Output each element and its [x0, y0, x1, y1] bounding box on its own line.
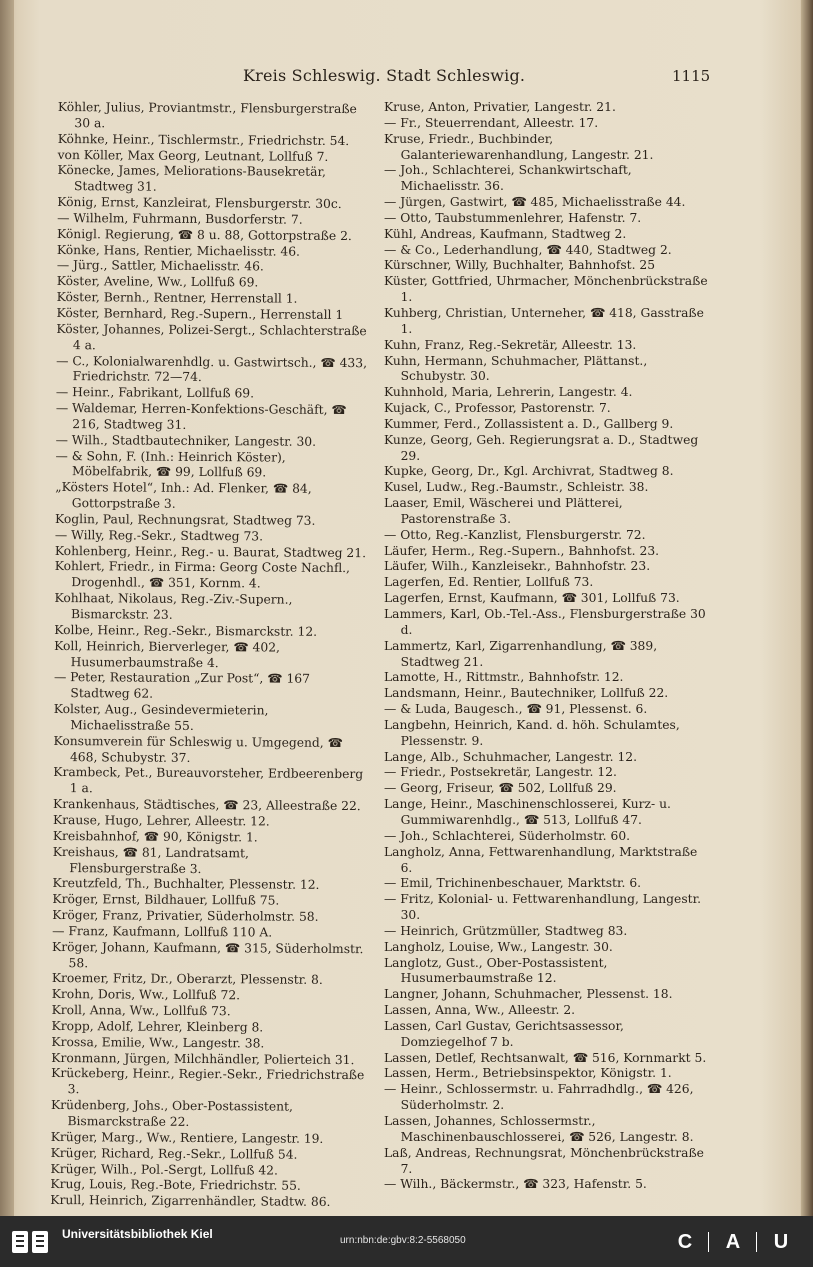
directory-entry: Königl. Regierung, ☎ 8 u. 88, Gottorpstraße 2. [57, 226, 352, 243]
directory-entry: — Wilh., Stadtbautechniker, Langestr. 30. [55, 432, 317, 449]
directory-entry: Laß, Andreas, Rechnungsrat, Mönchenbrückstraße 7. [384, 1145, 704, 1176]
directory-entry: — Waldemar, Herren-Konfektions-Geschäft, ☎ 216, Stadtweg 31. [55, 401, 347, 432]
directory-entry: — Willy, Reg.-Sekr., Stadtweg 73. [54, 527, 264, 544]
directory-entry: — Franz, Kaufmann, Lollfuß 110 A. [52, 923, 273, 940]
cau-letter-a: A [725, 1231, 741, 1253]
library-logo-icon [12, 1229, 48, 1255]
directory-entry: Kruse, Anton, Privatier, Langestr. 21. [384, 100, 616, 114]
directory-entry: König, Ernst, Kanzleirat, Flensburgerstr. 30c. [57, 195, 342, 212]
library-name: Universitätsbibliothek Kiel [62, 1227, 213, 1241]
directory-entry: Krause, Hugo, Lehrer, Alleestr. 12. [52, 812, 270, 829]
directory-entry: — & Luda, Baugesch., ☎ 91, Plessenst. 6. [384, 702, 648, 717]
directory-entry: Kreutzfeld, Th., Buchhalter, Plessenstr. 12. [52, 876, 320, 893]
directory-entry: Könke, Hans, Rentier, Michaelisstr. 46. [56, 242, 301, 259]
cau-letter-c: C [677, 1231, 693, 1253]
directory-entry: Köhnke, Heinr., Tischlermstr., Friedrichstr. 54. [57, 131, 350, 148]
directory-entry: Kupke, Georg, Dr., Kgl. Archivrat, Stadtweg 8. [384, 464, 674, 479]
directory-entry: Konsumverein für Schleswig u. Umgegend, ☎ 468, Schubystr. 37. [53, 733, 344, 765]
directory-entry: Krüdenberg, Johs., Ober-Postassistent, Bismarckstraße 22. [50, 1098, 293, 1129]
directory-entry: Lassen, Detlef, Rechtsanwalt, ☎ 516, Kornmarkt 5. [384, 1050, 707, 1065]
directory-entry: Läufer, Herm., Reg.-Supern., Bahnhofst. 23. [384, 543, 660, 558]
directory-entry: — Fritz, Kolonial- u. Fettwarenhandlung, Langestr. 30. [384, 892, 702, 923]
directory-entry: Krug, Louis, Reg.-Bote, Friedrichstr. 55. [50, 1177, 301, 1194]
directory-entry: Lassen, Herm., Betriebsinspektor, Königstr. 1. [384, 1066, 672, 1081]
directory-entry: Krüger, Wilh., Pol.-Sergt, Lollfuß 42. [50, 1161, 278, 1178]
directory-entry: Köhler, Julius, Proviantmstr., Flensburgerstraße 30 a. [57, 100, 357, 131]
directory-entry: — Emil, Trichinenbeschauer, Marktstr. 6. [384, 876, 642, 891]
directory-entry: Langlotz, Gust., Ober-Postassistent, Husumerbaumstraße 12. [384, 955, 608, 986]
directory-entry: — Peter, Restauration „Zur Post“, ☎ 167 Stadtweg 62. [53, 670, 310, 701]
directory-entry: — Wilh., Bäckermstr., ☎ 323, Hafenstr. 5. [384, 1177, 647, 1192]
directory-entry: Landsmann, Heinr., Bautechniker, Lollfuß 22. [384, 686, 669, 701]
directory-entry: Köster, Bernhard, Reg.-Supern., Herrenstall 1 [56, 305, 344, 322]
directory-entry: — Jürg., Sattler, Michaelisstr. 46. [56, 258, 264, 274]
directory-entry: Kröger, Franz, Privatier, Süderholmstr. 58. [52, 908, 319, 924]
page-number: 1115 [672, 67, 711, 85]
directory-entry: — Wilhelm, Fuhrmann, Busdorferstr. 7. [57, 210, 303, 227]
directory-entry: Lassen, Johannes, Schlossermstr., Maschinenbauschlosserei, ☎ 526, Langestr. 8. [384, 1114, 694, 1144]
directory-entry: Krohn, Doris, Ww., Lollfuß 72. [51, 987, 241, 1003]
directory-entry: Langbehn, Heinrich, Kand. d. höh. Schulamtes, Plessenstr. 9. [384, 717, 680, 748]
directory-entry: Lange, Heinr., Maschinenschlosserei, Kurz- u. Gummiwarenhdlg., ☎ 513, Lollfuß 47. [384, 797, 671, 827]
directory-entry: Koglin, Paul, Rechnungsrat, Stadtweg 73. [55, 511, 316, 528]
directory-entry: — Heinrich, Grützmüller, Stadtweg 83. [384, 923, 628, 938]
directory-entry: Krüger, Richard, Reg.-Sekr., Lollfuß 54. [50, 1145, 298, 1162]
directory-entry: Kusel, Ludw., Reg.-Baumstr., Schleistr. 38. [384, 480, 649, 495]
directory-entry: Lagerfen, Ernst, Kaufmann, ☎ 301, Lollfuß 73. [384, 591, 680, 606]
directory-entry: Kropp, Adolf, Lehrer, Kleinberg 8. [51, 1018, 264, 1035]
directory-entry: Köster, Bernh., Rentner, Herrenstall 1. [56, 290, 298, 306]
directory-entry: Kolbe, Heinr., Reg.-Sekr., Bismarckstr. 12. [54, 622, 318, 639]
directory-entry: — & Co., Lederhandlung, ☎ 440, Stadtweg 2. [384, 242, 672, 257]
directory-entry: Kühl, Andreas, Kaufmann, Stadtweg 2. [384, 226, 627, 241]
directory-entry: — Otto, Reg.-Kanzlist, Flensburgerstr. 72. [384, 527, 646, 542]
directory-entry: Kuhnhold, Maria, Lehrerin, Langestr. 4. [384, 385, 633, 400]
directory-entry: Kruse, Friedr., Buchbinder, Galanteriewarenhandlung, Langestr. 21. [384, 131, 654, 162]
directory-entry: Kuhberg, Christian, Unterneher, ☎ 418, Gasstraße 1. [384, 305, 704, 336]
left-column [50, 100, 372, 1211]
directory-entry: Könecke, James, Meliorations-Bausekretär, Stadtweg 31. [57, 163, 326, 194]
directory-entry: Kreishaus, ☎ 81, Landratsamt, Flensburgerstraße 3. [52, 844, 249, 876]
directory-entry: Lange, Alb., Schuhmacher, Langestr. 12. [384, 749, 638, 764]
directory-entry: Krossa, Emilie, Ww., Langestr. 38. [51, 1034, 265, 1051]
page-edge-shadow [801, 0, 813, 1216]
directory-entry: Kujack, C., Professor, Pastorenstr. 7. [384, 401, 611, 416]
directory-entry: — Heinr., Fabrikant, Lollfuß 69. [55, 385, 255, 401]
directory-entry: Kronmann, Jürgen, Milchhändler, Polierteich 31. [51, 1050, 355, 1067]
directory-entry: — Joh., Schlachterei, Schankwirtschaft, Michaelisstr. 36. [384, 163, 632, 194]
directory-entry: Krull, Heinrich, Zigarrenhändler, Stadtw. 86. [50, 1193, 331, 1210]
running-head: Kreis Schleswig. Stadt Schleswig. [243, 66, 526, 85]
directory-entry: von Köller, Max Georg, Leutnant, Lollfuß 7. [57, 147, 329, 164]
directory-entry: Kuhn, Franz, Reg.-Sekretär, Alleestr. 13. [384, 337, 637, 352]
directory-entry: Lagerfen, Ed. Rentier, Lollfuß 73. [384, 575, 594, 590]
directory-entry: Köster, Johannes, Polizei-Sergt., Schlachterstraße 4 a. [56, 321, 367, 352]
directory-entry: Kröger, Ernst, Bildhauer, Lollfuß 75. [52, 892, 280, 908]
book-spine-shadow [0, 0, 14, 1216]
directory-entry: Küster, Gottfried, Uhrmacher, Mönchenbrückstraße 1. [384, 274, 708, 305]
directory-entry: Koll, Heinrich, Bierverleger, ☎ 402, Husumerbaumstraße 4. [54, 638, 281, 670]
directory-entry: — Fr., Steuerrendant, Alleestr. 17. [384, 115, 599, 130]
page-header [0, 66, 813, 90]
directory-entry: Lassen, Anna, Ww., Alleestr. 2. [384, 1003, 576, 1018]
cau-separator [708, 1232, 709, 1252]
directory-entry: Kohlert, Friedr., in Firma: Georg Coste Nachfl., Drogenhdl., ☎ 351, Kornm. 4. [54, 559, 351, 591]
directory-entry: Laaser, Emil, Wäscherei und Plätterei, Pastorenstraße 3. [384, 496, 623, 526]
directory-entry: — C., Kolonialwarenhdlg. u. Gastwirtsch., ☎ 433, Friedrichstr. 72—74. [56, 353, 368, 385]
directory-entry: Kunze, Georg, Geh. Regierungsrat a. D., Stadtweg 29. [384, 432, 699, 463]
directory-entry: Kummer, Ferd., Zollassistent a. D., Gallberg 9. [384, 416, 674, 431]
right-column [384, 100, 708, 1193]
directory-entry: — Otto, Taubstummenlehrer, Hafenstr. 7. [384, 210, 642, 225]
directory-entry: Kreisbahnhof, ☎ 90, Königstr. 1. [52, 828, 258, 845]
directory-entry: Kolster, Aug., Gesindevermieterin, Michaelisstraße 55. [53, 702, 269, 733]
directory-entry: Köster, Aveline, Ww., Lollfuß 69. [56, 274, 259, 290]
directory-entry: — Joh., Schlachterei, Süderholmstr. 60. [384, 828, 631, 843]
directory-entry: Kroll, Anna, Ww., Lollfuß 73. [51, 1003, 231, 1019]
directory-entry: — Jürgen, Gastwirt, ☎ 485, Michaelisstraße 44. [384, 195, 686, 210]
directory-entry: Lammers, Karl, Ob.-Tel.-Ass., Flensburgerstraße 30 d. [384, 607, 706, 637]
directory-entry: — & Sohn, F. (Inh.: Heinrich Köster), Möbelfabrik, ☎ 99, Lollfuß 69. [55, 448, 286, 480]
directory-entry: Krambeck, Pet., Bureauvorsteher, Erdbeerenberg 1 a. [53, 765, 364, 796]
directory-entry: Kohlenberg, Heinr., Reg.- u. Baurat, Stadtweg 21. [54, 543, 367, 560]
directory-entry: Krüger, Marg., Ww., Rentiere, Langestr. 19. [50, 1129, 324, 1146]
directory-entry: Krückeberg, Heinr., Regier.-Sekr., Friedrichstraße 3. [51, 1066, 365, 1097]
cau-separator [756, 1232, 757, 1252]
directory-entry: Langholz, Anna, Fettwarenhandlung, Marktstraße 6. [384, 844, 698, 875]
directory-entry: Langner, Johann, Schuhmacher, Plessenst. 18. [384, 987, 673, 1002]
directory-entry: „Kösters Hotel“, Inh.: Ad. Flenker, ☎ 84, Gottorpstraße 3. [55, 480, 312, 511]
directory-entry: Kuhn, Hermann, Schuhmacher, Plättanst., Schubystr. 30. [384, 353, 648, 384]
urn-identifier: urn:nbn:de:gbv:8:2-5568050 [340, 1235, 466, 1246]
cau-logo [670, 1228, 800, 1256]
directory-entry: Lamotte, H., Rittmstr., Bahnhofstr. 12. [384, 670, 624, 685]
directory-entry: — Friedr., Postsekretär, Langestr. 12. [384, 765, 617, 780]
directory-entry: Kohlhaat, Nikolaus, Reg.-Ziv.-Supern., Bismarckstr. 23. [54, 591, 293, 622]
directory-entry: Kürschner, Willy, Buchhalter, Bahnhofst. 25 [384, 258, 656, 273]
directory-entry: Läufer, Wilh., Kanzleisekr., Bahnhofstr. 23. [384, 559, 651, 574]
directory-entry: Lammertz, Karl, Zigarrenhandlung, ☎ 389, Stadtweg 21. [384, 638, 658, 669]
directory-entry: Kröger, Johann, Kaufmann, ☎ 315, Süderholmstr. 58. [52, 939, 364, 970]
directory-entry: — Georg, Friseur, ☎ 502, Lollfuß 29. [384, 781, 617, 796]
directory-entry: — Heinr., Schlossermstr. u. Fahrradhdlg., ☎ 426, Süderholmstr. 2. [384, 1082, 694, 1113]
cau-letter-u: U [773, 1231, 789, 1253]
directory-entry: Kroemer, Fritz, Dr., Oberarzt, Plessenstr. 8. [51, 971, 323, 988]
directory-entry: Lassen, Carl Gustav, Gerichtsassessor, Domziegelhof 7 b. [384, 1018, 624, 1049]
viewer-footer [0, 1216, 813, 1267]
directory-entry: Krankenhaus, Städtisches, ☎ 23, Alleestraße 22. [53, 797, 361, 814]
directory-entry: Langholz, Louise, Ww., Langestr. 30. [384, 939, 613, 954]
